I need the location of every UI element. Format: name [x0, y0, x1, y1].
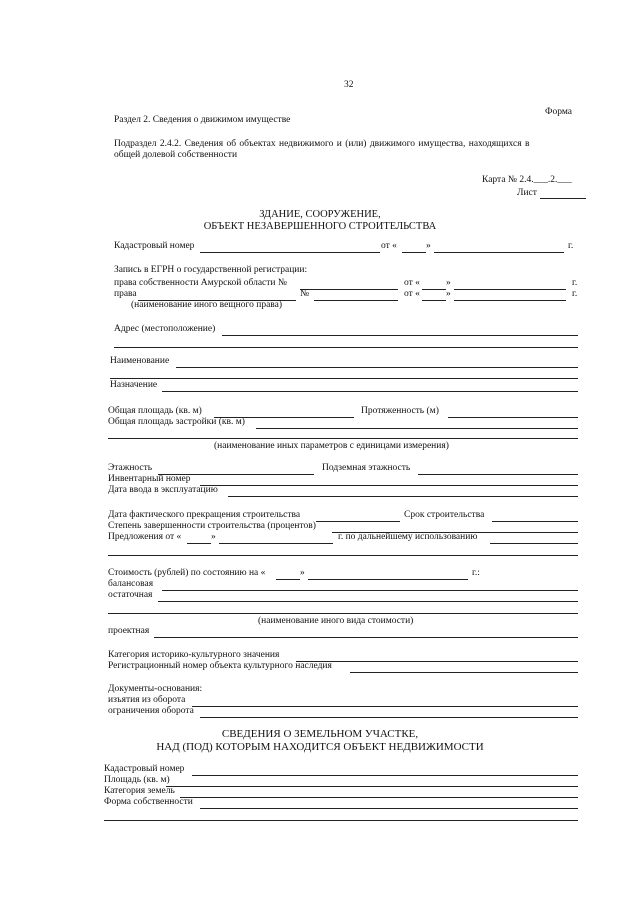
proposals-label: Предложения от « — [108, 532, 182, 542]
cost-balance-field[interactable] — [162, 590, 578, 591]
proposals-suffix: г. по дальнейшему использованию — [338, 532, 478, 542]
heritage-category-field[interactable] — [296, 661, 578, 662]
egrn-from-2: от « — [404, 289, 420, 299]
egrn-ownership-number-field[interactable] — [300, 289, 398, 290]
built-area-field[interactable] — [256, 428, 578, 429]
address-field[interactable] — [222, 335, 578, 336]
egrn-day-field-1[interactable] — [422, 289, 446, 290]
purpose-field[interactable] — [162, 391, 578, 392]
name-label: Наименование — [110, 356, 170, 366]
built-area-label: Общая площадь застройки (кв. м) — [108, 417, 245, 427]
cost-quote: » — [300, 568, 305, 578]
subsection-line1: Подраздел 2.4.2. Сведения об объектах недвижимого и (или) движимого имущества, находящихся в — [114, 139, 530, 149]
egrn-number-sign: № — [300, 289, 310, 299]
egrn-quote-2: » — [446, 289, 451, 299]
cadastral-date-field[interactable] — [434, 252, 564, 253]
egrn-quote-1: » — [446, 278, 451, 288]
proposals-field-2[interactable] — [108, 555, 578, 556]
term-field[interactable] — [492, 521, 578, 522]
heading-building: ЗДАНИЕ, СООРУЖЕНИЕ, — [259, 209, 381, 220]
address-field-2[interactable] — [114, 347, 578, 348]
cadastral-quote: » — [426, 241, 431, 251]
heading-construction: ОБЪЕКТ НЕЗАВЕРШЕННОГО СТРОИТЕЛЬСТВА — [203, 221, 437, 232]
page-number: 32 — [344, 80, 354, 90]
cost-other-note: (наименование иного вида стоимости) — [258, 616, 414, 626]
cost-year: г.: — [472, 568, 480, 578]
other-params-note: (наименование иных параметров с единицами измерения) — [214, 441, 449, 451]
cost-design-field[interactable] — [154, 637, 578, 638]
land-cadastral-label: Кадастровый номер — [104, 764, 185, 774]
docs-restriction-label: ограничения оборота — [108, 706, 194, 716]
land-heading-1: СВЕДЕНИЯ О ЗЕМЕЛЬНОМ УЧАСТКЕ, — [221, 728, 419, 740]
name-field[interactable] — [176, 367, 578, 368]
cadastral-day-field[interactable] — [402, 252, 426, 253]
egrn-title: Запись в ЕГРН о государственной регистрации: — [114, 265, 308, 275]
cost-other-field[interactable] — [108, 613, 578, 614]
heritage-reg-field[interactable] — [350, 672, 578, 673]
land-cadastral-field[interactable] — [192, 775, 578, 776]
docs-withdrawal-field[interactable] — [192, 706, 578, 707]
name-field-2[interactable] — [110, 378, 578, 379]
sheet-label: Лист — [517, 188, 537, 198]
sheet-field[interactable] — [540, 198, 586, 199]
purpose-label: Назначение — [110, 380, 158, 390]
commission-label: Дата ввода в эксплуатацию — [108, 485, 218, 495]
docs-title: Документы-основания: — [108, 684, 203, 694]
land-ownership-field[interactable] — [200, 808, 578, 809]
land-category-label: Категория земель — [104, 786, 175, 796]
egrn-ownership-label: права собственности Амурской области № — [114, 278, 287, 288]
card-number: Карта № 2.4.___.2.___ — [482, 175, 572, 185]
cost-label: Стоимость (рублей) по состоянию на « — [108, 568, 266, 578]
stop-date-label: Дата фактического прекращения строительства — [108, 510, 301, 520]
land-heading-2: НАД (ПОД) КОТОРЫМ НАХОДИТСЯ ОБЪЕКТ НЕДВИЖИМОСТИ — [156, 741, 484, 753]
docs-withdrawal-label: изъятия из оборота — [108, 695, 186, 705]
cadastral-field[interactable] — [200, 252, 380, 253]
cost-day-field[interactable] — [276, 579, 300, 580]
land-category-field[interactable] — [180, 797, 578, 798]
land-area-field[interactable] — [166, 786, 578, 787]
inventory-field[interactable] — [200, 485, 578, 486]
form-label: Форма — [545, 107, 573, 117]
underground-label: Подземная этажность — [322, 463, 411, 473]
term-label: Срок строительства — [404, 510, 485, 520]
cadastral-label: Кадастровый номер — [114, 241, 195, 251]
cadastral-from: от « — [381, 241, 397, 251]
land-ownership-label: Форма собственности — [104, 797, 193, 807]
egrn-day-field-2[interactable] — [422, 300, 446, 301]
docs-restriction-field[interactable] — [200, 717, 578, 718]
proposals-field[interactable] — [490, 543, 578, 544]
cost-residual-field[interactable] — [158, 601, 578, 602]
stop-date-field[interactable] — [316, 521, 400, 522]
inventory-label: Инвентарный номер — [108, 474, 191, 484]
underground-field[interactable] — [418, 474, 578, 475]
egrn-year-1: г. — [572, 278, 578, 288]
proposals-quote: » — [211, 532, 216, 542]
cost-design-label: проектная — [108, 626, 150, 636]
cost-balance-label: балансовая — [108, 579, 154, 589]
egrn-date-field-2[interactable] — [454, 300, 566, 301]
egrn-year-2: г. — [572, 289, 578, 299]
cost-residual-label: остаточная — [108, 590, 153, 600]
section-title: Раздел 2. Сведения о движимом имуществе — [114, 115, 291, 125]
length-label: Протяженность (м) — [361, 406, 439, 416]
heritage-category-label: Категория историко-культурного значения — [108, 650, 280, 660]
proposals-date-field[interactable] — [219, 543, 333, 544]
length-field[interactable] — [448, 417, 578, 418]
other-params-field[interactable] — [108, 438, 578, 439]
egrn-note: (наименование иного вещного права) — [131, 300, 283, 310]
address-label: Адрес (местоположение) — [114, 324, 216, 334]
egrn-from-1: от « — [404, 278, 420, 288]
egrn-date-field-1[interactable] — [454, 289, 566, 290]
egrn-right-number-field[interactable] — [314, 300, 398, 301]
heritage-reg-label: Регистрационный номер объекта культурного наследия — [108, 661, 332, 671]
floors-label: Этажность — [108, 463, 153, 473]
cost-date-field[interactable] — [308, 579, 468, 580]
land-area-label: Площадь (кв. м) — [104, 775, 170, 785]
egrn-right-label: права — [114, 289, 137, 299]
commission-field[interactable] — [228, 496, 578, 497]
subsection-line2: общей долевой собственности — [114, 150, 238, 160]
land-extra-field[interactable] — [104, 820, 578, 821]
total-area-label: Общая площадь (кв. м) — [108, 406, 202, 416]
completion-label: Степень завершенности строительства (процентов) — [108, 521, 316, 531]
proposals-day-field[interactable] — [187, 543, 211, 544]
cadastral-year: г. — [568, 241, 574, 251]
